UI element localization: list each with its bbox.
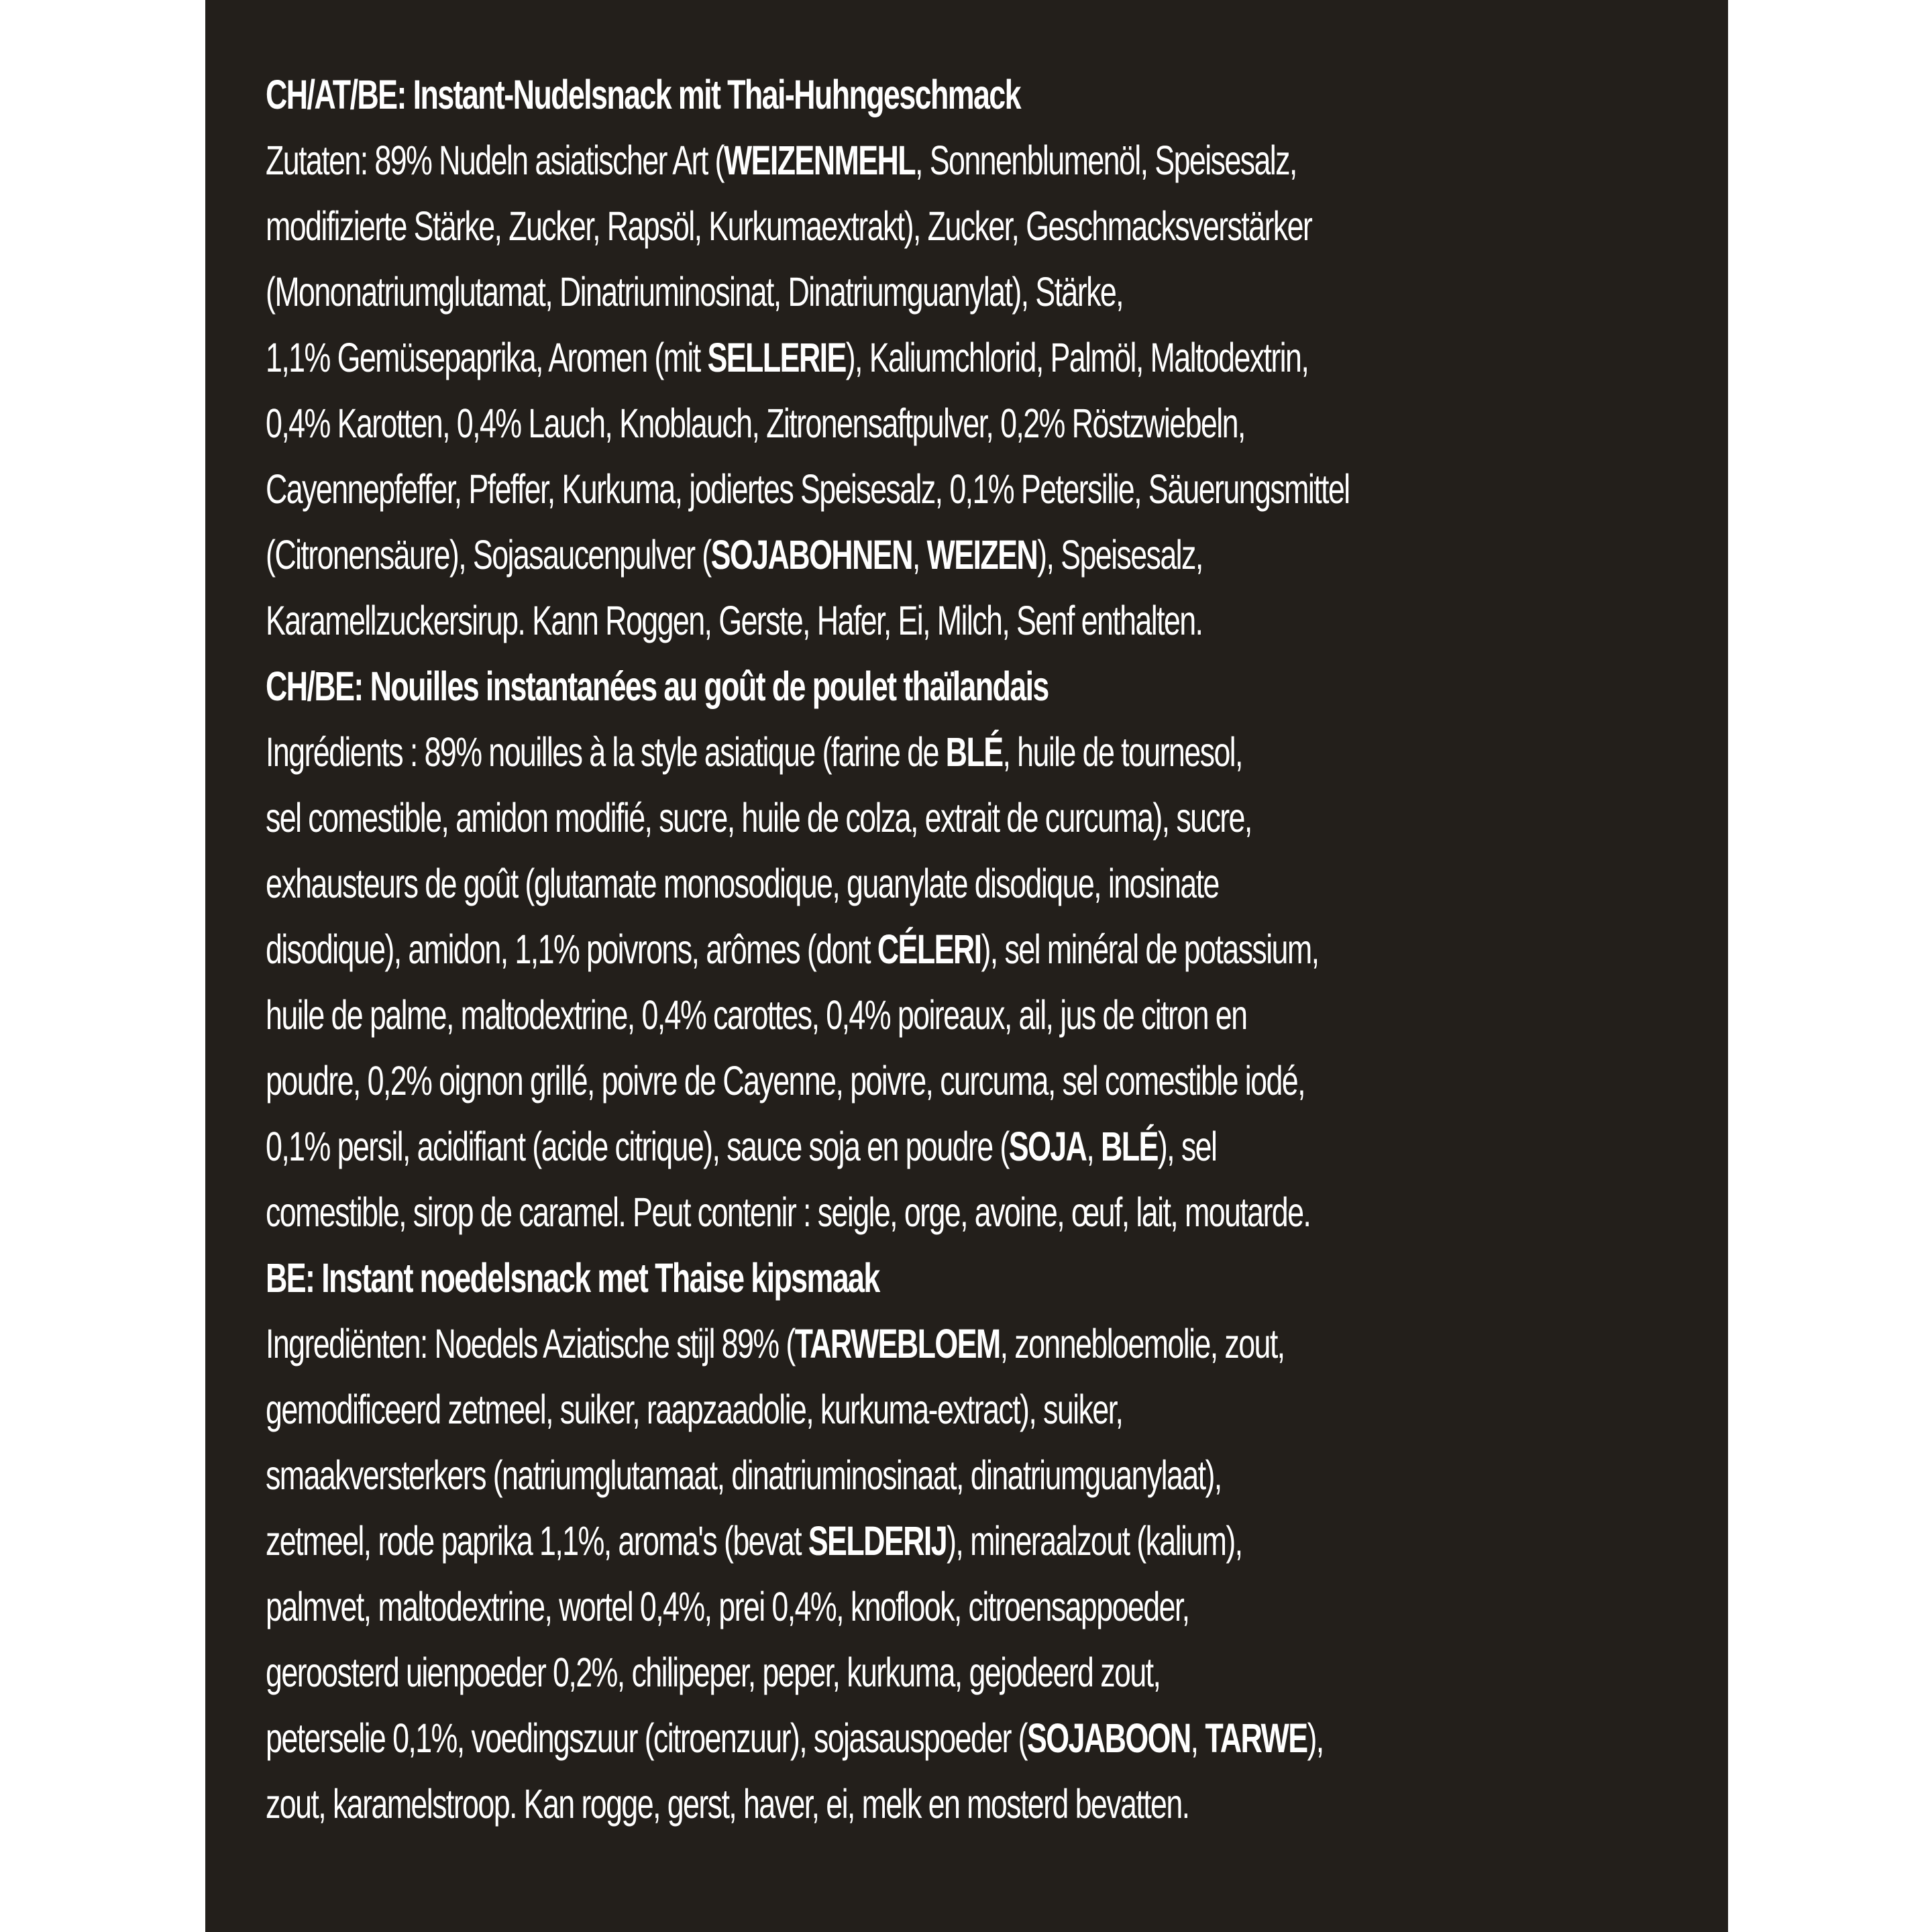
ingredient-text: peterselie 0,1%, voedingszuur (citroenzuur), sojasauspoeder ( (266, 1715, 1027, 1761)
section-heading: CH/BE: Nouilles instantanées au goût de poulet thaïlandais (266, 663, 1049, 709)
ingredient-text: , (1190, 1715, 1205, 1761)
ingredient-line (266, 259, 1688, 325)
ingredient-text: 0,4% Karotten, 0,4% Lauch, Knoblauch, Zitronensaftpulver, 0,2% Röstzwiebeln, (266, 400, 1245, 446)
allergen-text: BLÉ (945, 729, 1003, 775)
ingredient-line (266, 1377, 1688, 1442)
ingredient-text: huile de palme, maltodextrine, 0,4% carottes, 0,4% poireaux, ail, jus de citron en (266, 992, 1247, 1038)
ingredient-text: Zutaten: 89% Nudeln asiatischer Art ( (266, 138, 724, 183)
allergen-text: TARWEBLOEM (794, 1321, 1000, 1366)
ingredient-text: modifizierte Stärke, Zucker, Rapsöl, Kurkumaextrakt), Zucker, Geschmacksverstärker (266, 203, 1312, 249)
ingredient-text: 0,1% persil, acidifiant (acide citrique), sauce soja en poudre ( (266, 1124, 1009, 1169)
section-french (266, 653, 1688, 1245)
section-heading: CH/AT/BE: Instant-Nudelsnack mit Thai-Huhngeschmack (266, 72, 1020, 117)
ingredient-text: poudre, 0,2% oignon grillé, poivre de Cayenne, poivre, curcuma, sel comestible iodé, (266, 1058, 1305, 1104)
ingredient-line (266, 982, 1688, 1048)
ingredient-text: gemodificeerd zetmeel, suiker, raapzaadolie, kurkuma-extract), suiker, (266, 1387, 1123, 1432)
ingredient-text: ), (1307, 1715, 1324, 1761)
allergen-text: SOJA (1008, 1124, 1087, 1169)
ingredient-line (266, 851, 1688, 916)
ingredient-text: , zonnebloemolie, zout, (1000, 1321, 1285, 1366)
ingredient-text: ), sel (1157, 1124, 1217, 1169)
ingredient-line (266, 325, 1688, 390)
ingredients-label-panel (205, 0, 1728, 1932)
ingredient-line (266, 719, 1688, 785)
ingredient-text: Ingrediënten: Noedels Aziatische stijl 89% ( (266, 1321, 795, 1366)
ingredient-line (266, 1705, 1688, 1771)
allergen-text: BLÉ (1101, 1124, 1158, 1169)
ingredient-text: zetmeel, rode paprika 1,1%, aroma's (bevat (266, 1518, 808, 1564)
ingredient-line (266, 127, 1688, 193)
ingredients-text-block (266, 62, 1688, 1837)
allergen-text: SOJABOON (1026, 1715, 1191, 1761)
ingredient-text: , Sonnenblumenöl, Speisesalz, (915, 138, 1297, 183)
ingredient-text: Ingrédients : 89% nouilles à la style asiatique (farine de (266, 729, 946, 775)
ingredient-line (266, 1114, 1688, 1179)
ingredient-text: geroosterd uienpoeder 0,2%, chilipeper, peper, kurkuma, gejodeerd zout, (266, 1650, 1161, 1695)
ingredient-line (266, 193, 1688, 259)
ingredient-text: ), mineraalzout (kalium), (947, 1518, 1242, 1564)
ingredient-line (266, 1574, 1688, 1640)
ingredient-line (266, 1508, 1688, 1574)
ingredient-text: , (912, 532, 927, 578)
ingredient-line (266, 588, 1688, 653)
allergen-text: TARWE (1205, 1715, 1307, 1761)
ingredient-text: ), sel minéral de potassium, (981, 926, 1319, 972)
ingredient-text: palmvet, maltodextrine, wortel 0,4%, prei 0,4%, knoflook, citroensappoeder, (266, 1584, 1189, 1629)
section-dutch (266, 1245, 1688, 1837)
ingredient-line (266, 1442, 1688, 1508)
allergen-text: CÉLERI (877, 926, 981, 972)
allergen-text: WEIZEN (926, 532, 1038, 578)
ingredient-line (266, 1640, 1688, 1705)
ingredient-text: sel comestible, amidon modifié, sucre, huile de colza, extrait de curcuma), sucre, (266, 795, 1252, 841)
ingredient-text: (Citronensäure), Sojasaucenpulver ( (266, 532, 711, 578)
ingredient-text: 1,1% Gemüsepaprika, Aromen (mit (266, 335, 708, 380)
ingredient-line (266, 1311, 1688, 1377)
allergen-text: WEIZENMEHL (723, 138, 916, 183)
ingredient-text: (Mononatriumglutamat, Dinatriuminosinat, Dinatriumguanylat), Stärke, (266, 269, 1124, 315)
ingredient-line (266, 1048, 1688, 1114)
ingredient-line (266, 916, 1688, 982)
ingredient-line (266, 785, 1688, 851)
ingredient-line (266, 1179, 1688, 1245)
ingredient-text: ), Kaliumchlorid, Palmöl, Maltodextrin, (845, 335, 1309, 380)
ingredient-text: comestible, sirop de caramel. Peut contenir : seigle, orge, avoine, œuf, lait, moutarde. (266, 1189, 1311, 1235)
allergen-text: SELLERIE (707, 335, 846, 380)
ingredient-line (266, 522, 1688, 588)
ingredient-text: , (1086, 1124, 1102, 1169)
ingredient-text: Cayennepfeffer, Pfeffer, Kurkuma, jodiertes Speisesalz, 0,1% Petersilie, Säuerungsmittel (266, 466, 1350, 512)
section-german (266, 62, 1688, 653)
ingredient-text: zout, karamelstroop. Kan rogge, gerst, haver, ei, melk en mosterd bevatten. (266, 1781, 1189, 1827)
ingredient-text: Karamellzuckersirup. Kann Roggen, Gerste, Hafer, Ei, Milch, Senf enthalten. (266, 598, 1203, 643)
section-heading: BE: Instant noedelsnack met Thaise kipsmaak (266, 1255, 879, 1301)
ingredient-text: , huile de tournesol, (1002, 729, 1242, 775)
allergen-text: SELDERIJ (808, 1518, 947, 1564)
ingredient-line (266, 456, 1688, 522)
allergen-text: SOJABOHNEN (710, 532, 912, 578)
ingredient-text: ), Speisesalz, (1037, 532, 1203, 578)
ingredient-line (266, 1771, 1688, 1837)
ingredient-text: exhausteurs de goût (glutamate monosodique, guanylate disodique, inosinate (266, 861, 1219, 906)
ingredient-text: disodique), amidon, 1,1% poivrons, arômes (dont (266, 926, 877, 972)
ingredient-line (266, 390, 1688, 456)
ingredient-text: smaakversterkers (natriumglutamaat, dinatriuminosinaat, dinatriumguanylaat), (266, 1452, 1222, 1498)
